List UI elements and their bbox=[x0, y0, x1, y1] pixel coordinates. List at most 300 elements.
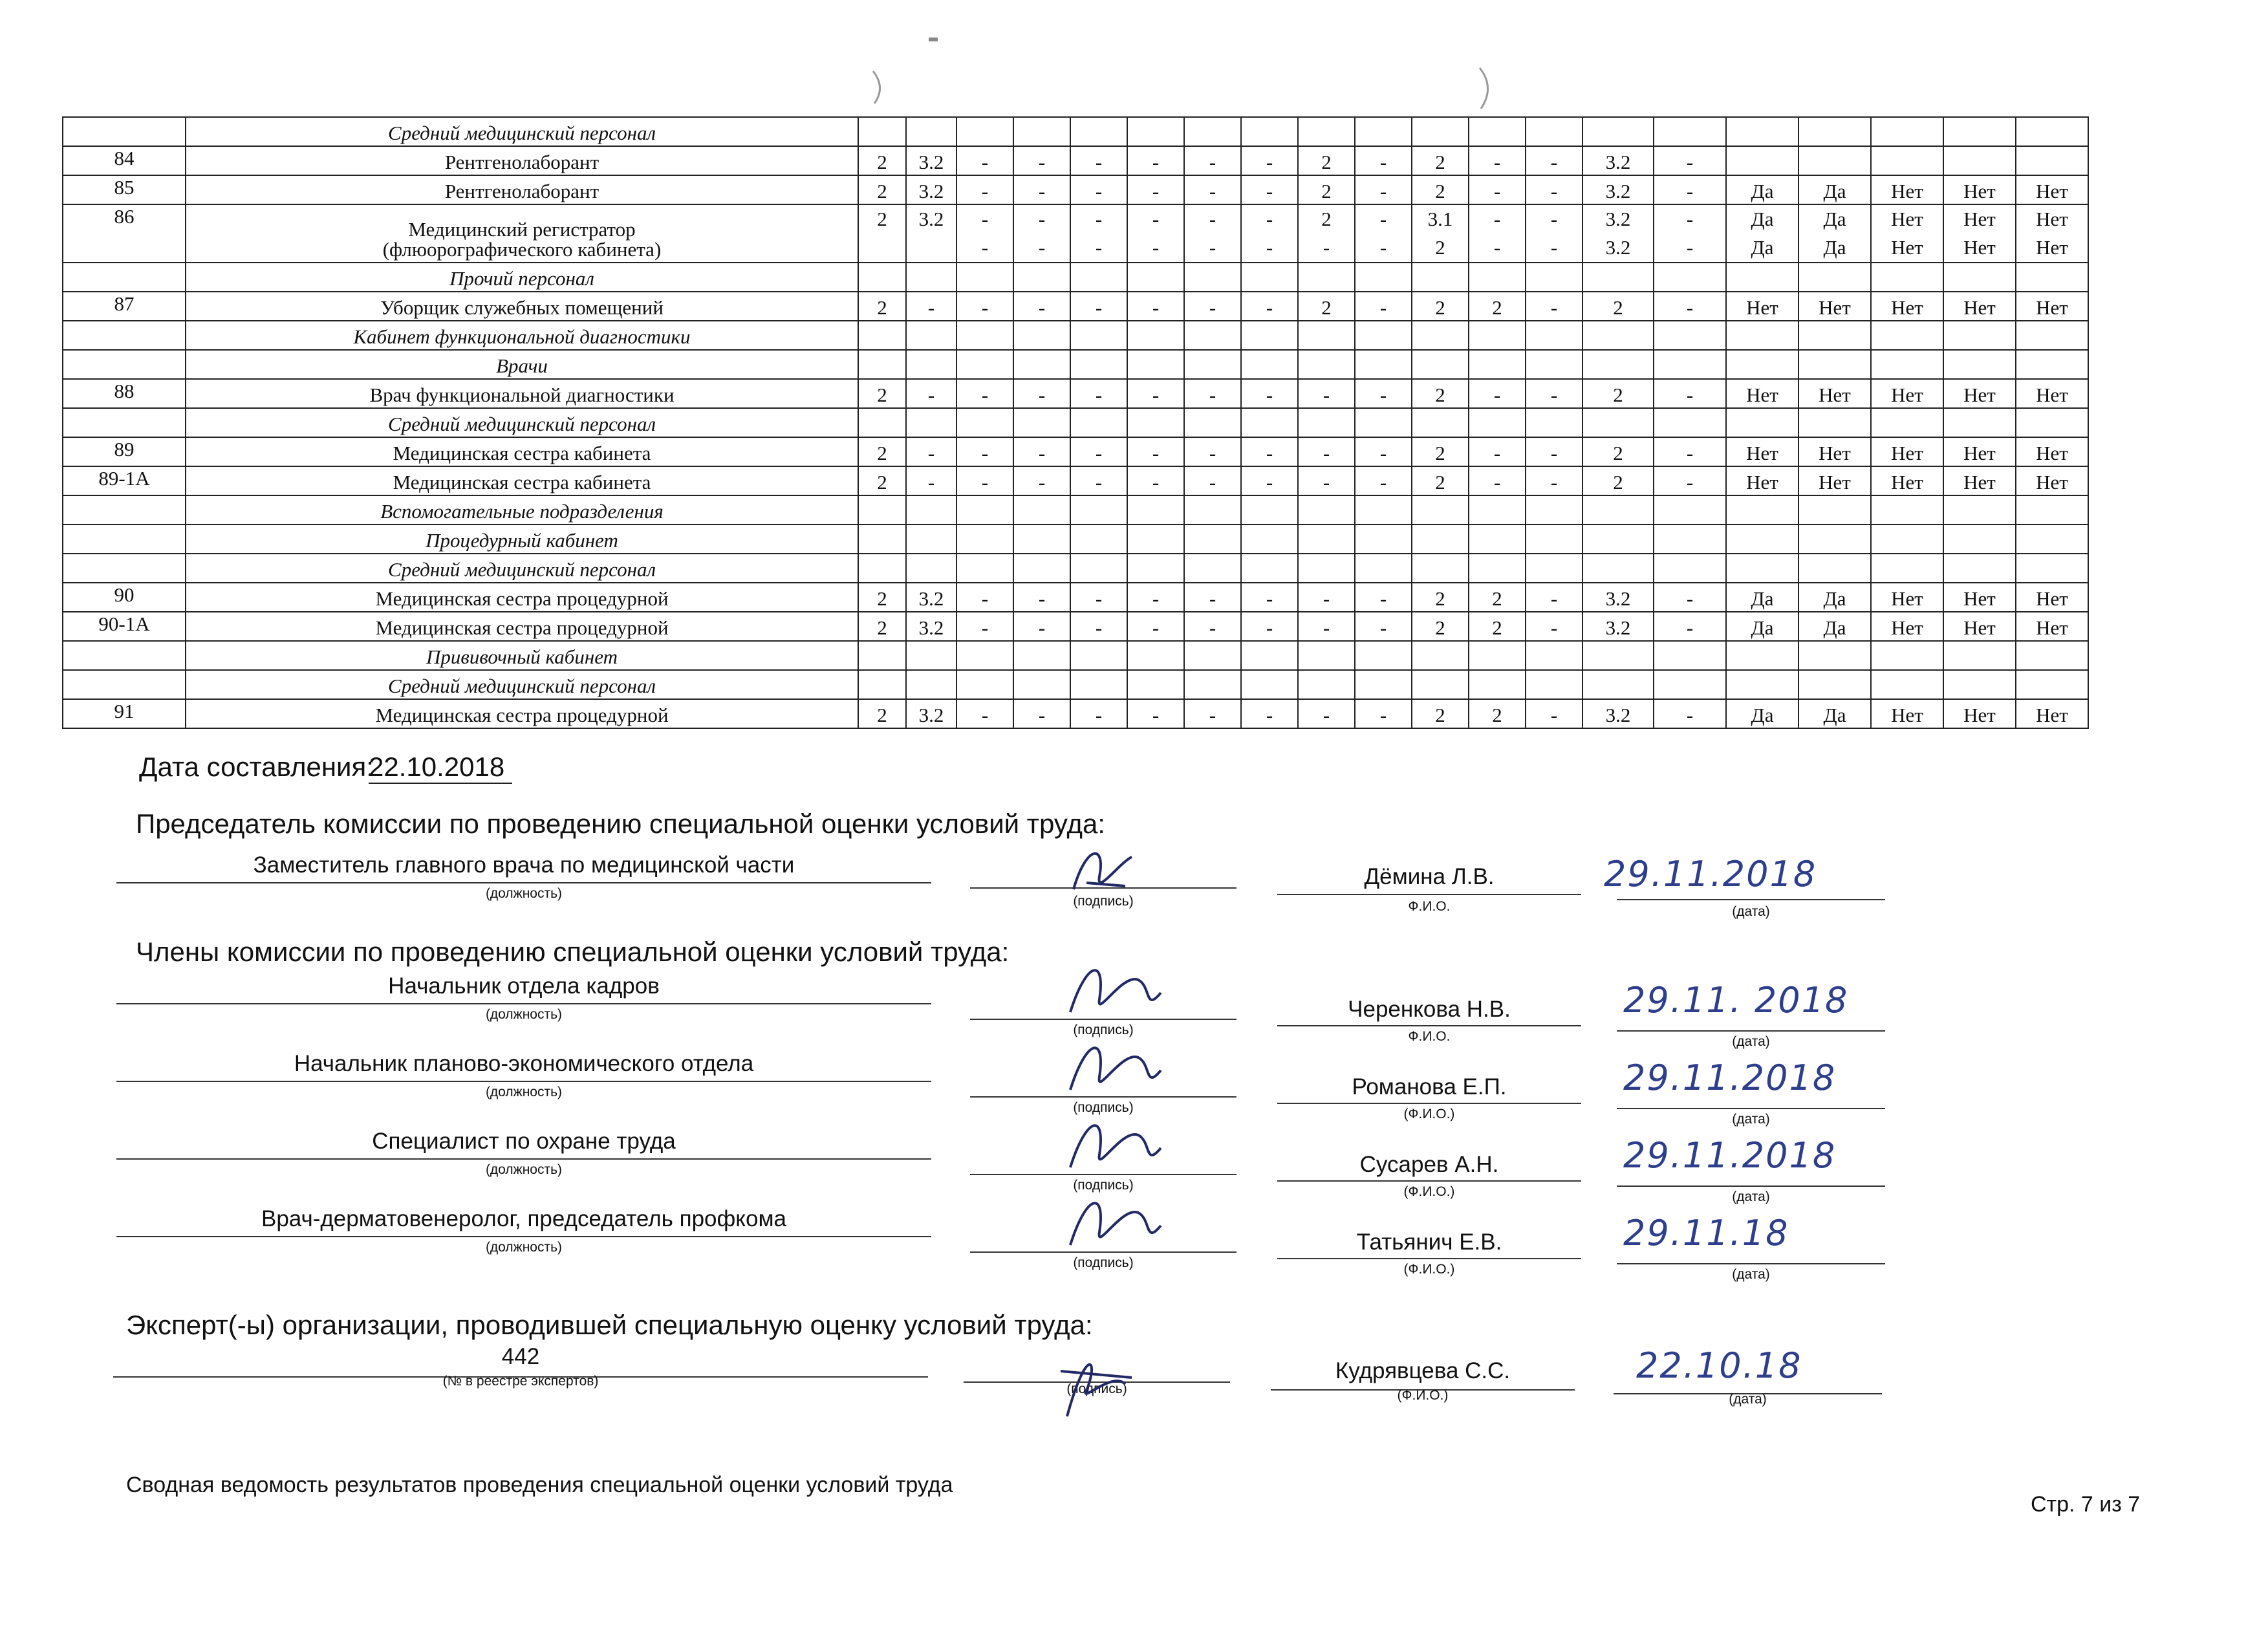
value-cell bbox=[1726, 495, 1798, 525]
value-cell-line: 3.2 bbox=[1605, 236, 1631, 259]
value-cell bbox=[1469, 263, 1526, 292]
value-cell bbox=[1412, 641, 1469, 670]
value-cell bbox=[1871, 321, 1943, 350]
value-cell bbox=[1726, 408, 1798, 437]
row-number: 91 bbox=[63, 699, 186, 728]
value-cell: Нет bbox=[1871, 466, 1943, 495]
value-cell bbox=[906, 321, 956, 350]
value-cell bbox=[1412, 350, 1469, 379]
signature-line bbox=[1277, 1258, 1581, 1259]
value-cell bbox=[1241, 263, 1298, 292]
value-cell: Нет bbox=[1943, 292, 2016, 321]
value-cell bbox=[1298, 554, 1355, 583]
value-cell: - bbox=[956, 437, 1013, 466]
table-row bbox=[63, 146, 2088, 175]
value-cell-line: - bbox=[1266, 236, 1273, 259]
value-cell-line: - bbox=[1686, 236, 1694, 259]
value-cell bbox=[1798, 117, 1871, 146]
value-cell bbox=[1127, 495, 1184, 525]
signature-line bbox=[116, 1236, 931, 1237]
value-cell: - bbox=[1241, 437, 1298, 466]
section-row bbox=[63, 117, 2088, 146]
value-cell bbox=[1355, 321, 1412, 350]
value-cell bbox=[1241, 321, 1298, 350]
value-cell: Нет bbox=[1943, 612, 2016, 641]
value-cell: - bbox=[1298, 583, 1355, 612]
member-position: Специалист по охране труда bbox=[372, 1129, 676, 1154]
value-cell: - bbox=[1526, 583, 1582, 612]
value-cell: Нет bbox=[1943, 175, 2016, 204]
section-title: Средний медицинский персонал bbox=[186, 408, 858, 437]
value-cell: - bbox=[956, 175, 1013, 204]
row-number: 88 bbox=[63, 379, 186, 408]
value-cell: 2 bbox=[1412, 583, 1469, 612]
value-cell: - bbox=[1241, 292, 1298, 321]
value-cell: - bbox=[1013, 175, 1070, 204]
value-cell bbox=[1526, 117, 1582, 146]
value-cell bbox=[1582, 263, 1654, 292]
value-cell bbox=[1582, 408, 1654, 437]
value-cell bbox=[1070, 204, 1127, 263]
value-cell bbox=[1127, 554, 1184, 583]
signature-line bbox=[1617, 1263, 1885, 1264]
value-cell: - bbox=[956, 699, 1013, 728]
value-cell bbox=[1871, 408, 1943, 437]
signature-line bbox=[116, 1081, 931, 1082]
value-cell bbox=[1526, 670, 1582, 699]
caption-position: (должность) bbox=[485, 886, 563, 901]
section-title: Вспомогательные подразделения bbox=[186, 495, 858, 525]
value-cell: - bbox=[1013, 583, 1070, 612]
value-cell: Да bbox=[1726, 175, 1798, 204]
value-cell bbox=[1469, 350, 1526, 379]
value-cell bbox=[1184, 350, 1241, 379]
value-cell bbox=[956, 263, 1013, 292]
value-cell: - bbox=[1241, 583, 1298, 612]
value-cell-line: - bbox=[1493, 236, 1501, 259]
section-title: Средний медицинский персонал bbox=[186, 554, 858, 583]
value-cell: Нет bbox=[1798, 466, 1871, 495]
value-cell bbox=[1412, 495, 1469, 525]
value-cell: - bbox=[1070, 699, 1127, 728]
value-cell: - bbox=[1355, 583, 1412, 612]
value-cell bbox=[858, 263, 906, 292]
value-cell: - bbox=[1654, 699, 1726, 728]
value-cell bbox=[1013, 117, 1070, 146]
row-number: 86 bbox=[63, 204, 186, 263]
value-cell: - bbox=[1298, 437, 1355, 466]
value-cell bbox=[956, 204, 1013, 263]
value-cell: - bbox=[1184, 292, 1241, 321]
value-cell: - bbox=[1070, 437, 1127, 466]
value-cell-line: - bbox=[1550, 208, 1558, 230]
position-title: Медицинская сестра процедурной bbox=[186, 699, 858, 728]
value-cell: - bbox=[1013, 437, 1070, 466]
section-row bbox=[63, 263, 2088, 292]
value-cell bbox=[956, 408, 1013, 437]
value-cell bbox=[1654, 117, 1726, 146]
value-cell bbox=[1654, 350, 1726, 379]
value-cell: - bbox=[1127, 466, 1184, 495]
value-cell bbox=[2016, 263, 2088, 292]
value-cell bbox=[1871, 525, 1943, 554]
value-cell: - bbox=[1526, 146, 1582, 175]
value-cell: - bbox=[1241, 466, 1298, 495]
value-cell-line: - bbox=[1493, 208, 1501, 230]
value-cell bbox=[1871, 350, 1943, 379]
value-cell bbox=[2016, 408, 2088, 437]
value-cell bbox=[1412, 525, 1469, 554]
value-cell bbox=[1070, 670, 1127, 699]
value-cell: Нет bbox=[1943, 699, 2016, 728]
value-cell bbox=[1184, 204, 1241, 263]
value-cell: Нет bbox=[2016, 175, 2088, 204]
value-cell: Нет bbox=[1871, 379, 1943, 408]
value-cell: 2 bbox=[1412, 466, 1469, 495]
value-cell: - bbox=[1184, 379, 1241, 408]
value-cell bbox=[1070, 117, 1127, 146]
value-cell bbox=[1127, 670, 1184, 699]
value-cell: 2 bbox=[1298, 292, 1355, 321]
value-cell bbox=[1526, 525, 1582, 554]
value-cell bbox=[906, 263, 956, 292]
signature-line bbox=[1617, 1108, 1885, 1109]
value-cell bbox=[1469, 641, 1526, 670]
value-cell bbox=[1355, 495, 1412, 525]
value-cell bbox=[1070, 350, 1127, 379]
position-title: Медицинская сестра кабинета bbox=[186, 437, 858, 466]
row-number: 90-1А bbox=[63, 612, 186, 641]
caption-signature: (подпись) bbox=[1073, 1023, 1134, 1037]
value-cell bbox=[1298, 263, 1355, 292]
value-cell bbox=[1127, 350, 1184, 379]
value-cell bbox=[1298, 321, 1355, 350]
value-cell bbox=[1355, 641, 1412, 670]
value-cell bbox=[1871, 554, 1943, 583]
value-cell-line: 2 bbox=[877, 208, 887, 230]
row-number bbox=[63, 263, 186, 292]
value-cell: Нет bbox=[1871, 292, 1943, 321]
value-cell bbox=[1298, 408, 1355, 437]
caption-fio: (Ф.И.О.) bbox=[1403, 1184, 1455, 1199]
caption-position: (должность) bbox=[485, 1085, 563, 1099]
value-cell: - bbox=[1070, 583, 1127, 612]
value-cell bbox=[1798, 554, 1871, 583]
value-cell bbox=[1582, 117, 1654, 146]
value-cell bbox=[1184, 641, 1241, 670]
value-cell bbox=[1412, 670, 1469, 699]
value-cell bbox=[1469, 525, 1526, 554]
value-cell bbox=[1582, 495, 1654, 525]
caption-date: (дата) bbox=[1732, 904, 1770, 919]
value-cell-line: - bbox=[1038, 208, 1046, 230]
value-cell: Нет bbox=[2016, 437, 2088, 466]
value-cell: Да bbox=[1798, 583, 1871, 612]
value-cell bbox=[1526, 495, 1582, 525]
value-cell: 2 bbox=[858, 466, 906, 495]
value-cell bbox=[1654, 525, 1726, 554]
value-cell bbox=[1298, 525, 1355, 554]
value-cell bbox=[1241, 554, 1298, 583]
value-cell-line: Нет bbox=[2036, 236, 2068, 259]
value-cell: Нет bbox=[2016, 612, 2088, 641]
member-position: Начальник планово-экономического отдела bbox=[294, 1051, 754, 1076]
value-cell bbox=[1726, 204, 1798, 263]
value-cell bbox=[1798, 641, 1871, 670]
value-cell bbox=[1298, 204, 1355, 263]
value-cell bbox=[1013, 495, 1070, 525]
value-cell: - bbox=[1241, 612, 1298, 641]
value-cell: - bbox=[1654, 379, 1726, 408]
member-date: 29.11. 2018 bbox=[1623, 980, 1849, 1021]
value-cell: - bbox=[1298, 379, 1355, 408]
value-cell: - bbox=[1298, 466, 1355, 495]
value-cell bbox=[1241, 408, 1298, 437]
value-cell bbox=[1127, 321, 1184, 350]
value-cell bbox=[1582, 641, 1654, 670]
value-cell-line: - bbox=[1686, 208, 1694, 230]
value-cell: - bbox=[1355, 466, 1412, 495]
value-cell: - bbox=[1241, 146, 1298, 175]
value-cell-line: - bbox=[1095, 236, 1103, 259]
value-cell bbox=[1469, 495, 1526, 525]
value-cell: - bbox=[1070, 146, 1127, 175]
value-cell: Нет bbox=[1798, 437, 1871, 466]
value-cell bbox=[906, 495, 956, 525]
value-cell bbox=[1412, 204, 1469, 263]
table-row bbox=[63, 437, 2088, 466]
value-cell: - bbox=[1241, 175, 1298, 204]
value-cell: Нет bbox=[1871, 175, 1943, 204]
caption-signature: (подпись) bbox=[1073, 1255, 1134, 1270]
chair-name: Дёмина Л.В. bbox=[1364, 864, 1495, 889]
member-name: Романова Е.П. bbox=[1352, 1074, 1507, 1099]
value-cell-line: - bbox=[1323, 236, 1330, 259]
value-cell: Нет bbox=[1726, 292, 1798, 321]
caption-signature: (подпись) bbox=[1073, 1178, 1134, 1193]
value-cell bbox=[1469, 408, 1526, 437]
value-cell: - bbox=[1013, 379, 1070, 408]
value-cell bbox=[1184, 554, 1241, 583]
value-cell bbox=[2016, 117, 2088, 146]
value-cell bbox=[1070, 321, 1127, 350]
members-heading: Члены комиссии по проведению специальной оценки условий труда: bbox=[136, 937, 1010, 967]
value-cell: - bbox=[1355, 379, 1412, 408]
value-cell bbox=[1798, 670, 1871, 699]
value-cell bbox=[1355, 525, 1412, 554]
value-cell: - bbox=[906, 466, 956, 495]
value-cell bbox=[1871, 204, 1943, 263]
value-cell bbox=[1798, 495, 1871, 525]
caption-date: (дата) bbox=[1732, 1267, 1770, 1282]
value-cell: - bbox=[1127, 175, 1184, 204]
value-cell bbox=[956, 670, 1013, 699]
signature-line bbox=[1617, 1030, 1885, 1032]
value-cell bbox=[858, 525, 906, 554]
value-cell-line: Да bbox=[1823, 236, 1846, 259]
value-cell: 3.2 bbox=[1582, 175, 1654, 204]
value-cell bbox=[1726, 321, 1798, 350]
caption-fio: (Ф.И.О.) bbox=[1397, 1388, 1449, 1403]
expert-date: 22.10.18 bbox=[1636, 1345, 1802, 1386]
value-cell bbox=[1298, 350, 1355, 379]
value-cell: 3.2 bbox=[1582, 583, 1654, 612]
table-row bbox=[63, 204, 2088, 263]
expert-name: Кудрявцева С.С. bbox=[1335, 1358, 1511, 1383]
value-cell: - bbox=[1355, 699, 1412, 728]
value-cell bbox=[1943, 641, 2016, 670]
value-cell bbox=[2016, 204, 2088, 263]
value-cell: - bbox=[1469, 146, 1526, 175]
value-cell-line: - bbox=[1379, 236, 1387, 259]
value-cell: - bbox=[1184, 583, 1241, 612]
value-cell: 2 bbox=[1582, 466, 1654, 495]
value-cell bbox=[1798, 146, 1871, 175]
value-cell-line: - bbox=[1266, 208, 1273, 230]
value-cell bbox=[1943, 321, 2016, 350]
value-cell: Нет bbox=[1943, 583, 2016, 612]
value-cell bbox=[1582, 321, 1654, 350]
value-cell: - bbox=[1526, 292, 1582, 321]
member-signature bbox=[1061, 1032, 1171, 1109]
value-cell-line: - bbox=[1550, 236, 1558, 259]
value-cell bbox=[1726, 641, 1798, 670]
value-cell: 2 bbox=[858, 612, 906, 641]
section-title: Врачи bbox=[186, 350, 858, 379]
value-cell: - bbox=[1013, 292, 1070, 321]
member-name: Сусарев А.Н. bbox=[1359, 1152, 1499, 1177]
value-cell bbox=[1526, 263, 1582, 292]
value-cell bbox=[1013, 350, 1070, 379]
value-cell-line: Да bbox=[1751, 208, 1774, 230]
value-cell: - bbox=[1654, 292, 1726, 321]
value-cell-line: 2 bbox=[1321, 208, 1332, 230]
value-cell: - bbox=[1654, 583, 1726, 612]
value-cell-line: - bbox=[1209, 236, 1216, 259]
value-cell bbox=[1298, 495, 1355, 525]
value-cell: 2 bbox=[858, 175, 906, 204]
value-cell: - bbox=[1654, 437, 1726, 466]
table-row bbox=[63, 699, 2088, 728]
value-cell: - bbox=[1127, 292, 1184, 321]
caption-signature: (подпись) bbox=[1066, 1381, 1127, 1396]
value-cell bbox=[1726, 525, 1798, 554]
value-cell bbox=[1184, 495, 1241, 525]
position-title: Врач функциональной диагностики bbox=[186, 379, 858, 408]
value-cell bbox=[956, 554, 1013, 583]
row-number bbox=[63, 554, 186, 583]
value-cell: - bbox=[1526, 437, 1582, 466]
value-cell: - bbox=[1526, 466, 1582, 495]
value-cell bbox=[1871, 495, 1943, 525]
position-title: Медицинская сестра кабинета bbox=[186, 466, 858, 495]
value-cell bbox=[1469, 554, 1526, 583]
value-cell-line: 3.1 bbox=[1427, 208, 1453, 230]
value-cell: 3.2 bbox=[906, 146, 956, 175]
value-cell bbox=[1943, 408, 2016, 437]
chair-position: Заместитель главного врача по медицинской части bbox=[253, 852, 795, 878]
value-cell bbox=[1582, 204, 1654, 263]
value-cell bbox=[1871, 117, 1943, 146]
value-cell-line: 3.2 bbox=[1605, 208, 1631, 230]
value-cell bbox=[1013, 408, 1070, 437]
value-cell: 3.2 bbox=[1582, 699, 1654, 728]
caption-signature: (подпись) bbox=[1073, 1100, 1134, 1115]
value-cell bbox=[1298, 670, 1355, 699]
value-cell bbox=[1355, 554, 1412, 583]
position-title: Рентгенолаборант bbox=[186, 146, 858, 175]
value-cell: - bbox=[1298, 699, 1355, 728]
value-cell: Нет bbox=[1726, 379, 1798, 408]
value-cell bbox=[1726, 263, 1798, 292]
value-cell bbox=[1355, 117, 1412, 146]
value-cell: - bbox=[906, 292, 956, 321]
value-cell bbox=[1412, 554, 1469, 583]
section-row bbox=[63, 554, 2088, 583]
value-cell: - bbox=[1241, 379, 1298, 408]
value-cell: 2 bbox=[858, 379, 906, 408]
value-cell-line: Нет bbox=[1891, 236, 1923, 259]
caption-position: (должность) bbox=[485, 1240, 563, 1255]
value-cell: 2 bbox=[1582, 437, 1654, 466]
value-cell: - bbox=[1070, 175, 1127, 204]
value-cell bbox=[1798, 525, 1871, 554]
value-cell: 2 bbox=[1469, 583, 1526, 612]
value-cell-line: Да bbox=[1823, 208, 1846, 230]
value-cell: 2 bbox=[1469, 699, 1526, 728]
value-cell-line: - bbox=[1095, 208, 1103, 230]
value-cell-line bbox=[859, 233, 905, 262]
value-cell bbox=[1654, 670, 1726, 699]
value-cell bbox=[1943, 263, 2016, 292]
value-cell bbox=[1469, 321, 1526, 350]
value-cell: Нет bbox=[1726, 437, 1798, 466]
value-cell bbox=[1654, 204, 1726, 263]
value-cell: - bbox=[1013, 146, 1070, 175]
value-cell bbox=[1241, 641, 1298, 670]
value-cell: - bbox=[1355, 612, 1412, 641]
value-cell bbox=[1526, 350, 1582, 379]
value-cell bbox=[1726, 670, 1798, 699]
value-cell-line: 3.2 bbox=[918, 208, 944, 230]
value-cell bbox=[1184, 408, 1241, 437]
member-date: 29.11.18 bbox=[1623, 1213, 1789, 1253]
value-cell bbox=[1355, 350, 1412, 379]
value-cell bbox=[1013, 204, 1070, 263]
value-cell bbox=[1070, 495, 1127, 525]
value-cell: 2 bbox=[858, 292, 906, 321]
results-table bbox=[62, 116, 2089, 729]
value-cell bbox=[1070, 554, 1127, 583]
value-cell-line bbox=[907, 233, 956, 262]
value-cell: Нет bbox=[1871, 583, 1943, 612]
value-cell bbox=[1798, 204, 1871, 263]
row-number bbox=[63, 670, 186, 699]
value-cell: - bbox=[1526, 175, 1582, 204]
value-cell: 2 bbox=[1469, 612, 1526, 641]
row-number: 84 bbox=[63, 146, 186, 175]
value-cell bbox=[1526, 641, 1582, 670]
value-cell: 2 bbox=[1412, 175, 1469, 204]
section-title: Средний медицинский персонал bbox=[186, 670, 858, 699]
chair-signature bbox=[1061, 838, 1158, 909]
caption-date: (дата) bbox=[1732, 1034, 1770, 1049]
member-signature bbox=[1061, 1187, 1171, 1264]
value-cell bbox=[858, 204, 906, 263]
signature-line bbox=[1617, 1186, 1885, 1187]
value-cell-line: - bbox=[1152, 208, 1160, 230]
value-cell bbox=[1582, 670, 1654, 699]
